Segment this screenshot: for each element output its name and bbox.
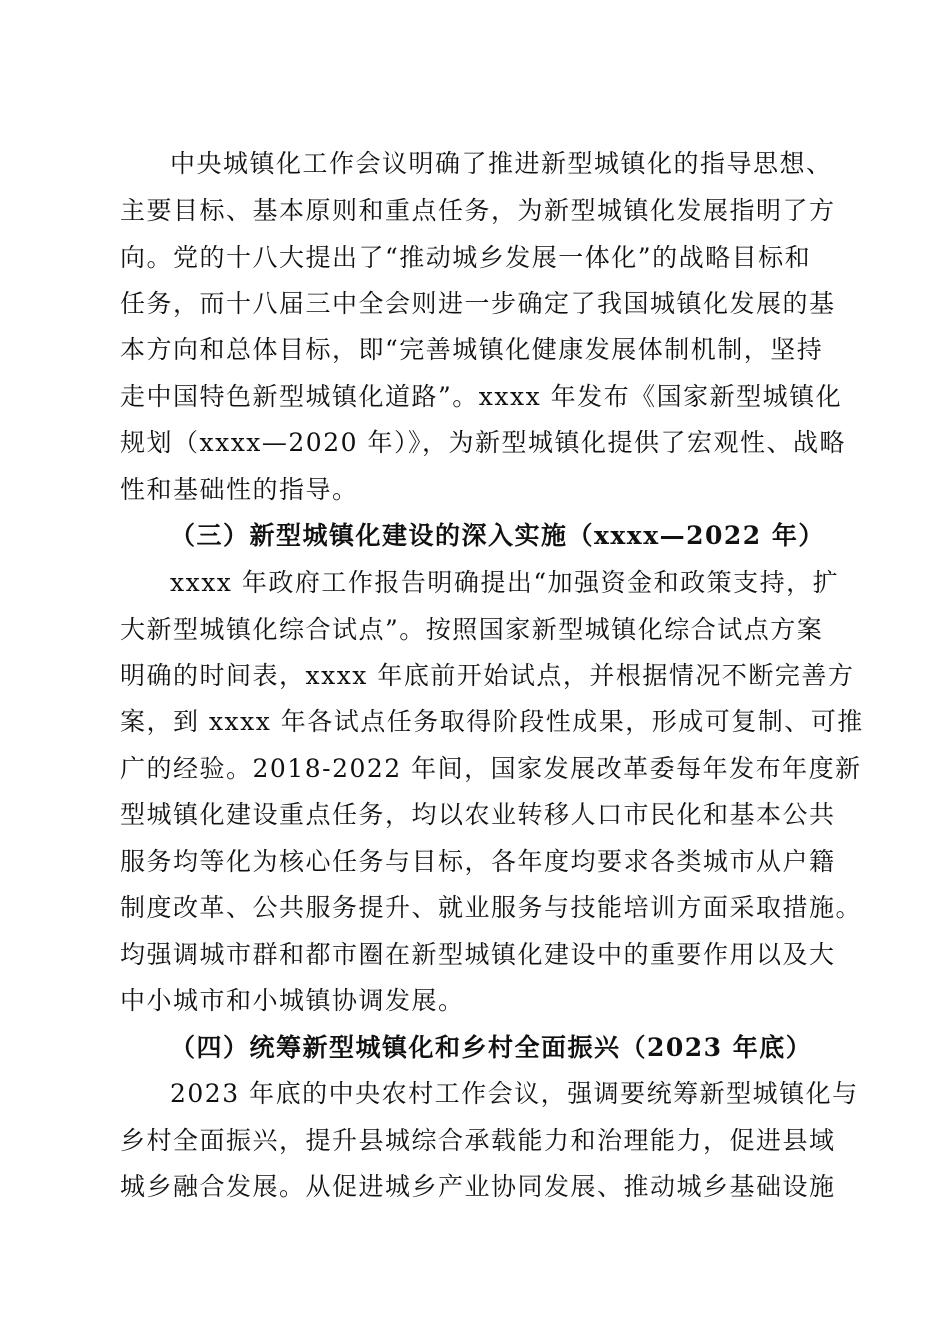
paragraph-line: 城乡融合发展。从促进城乡产业协同发展、推动城乡基础设施 [120,1172,836,1201]
paragraph-line: 走中国特色新型城镇化道路”。xxxx 年发布《国家新型城镇化 [120,382,843,411]
paragraph-line: 乡村全面振兴，提升县城综合承载能力和治理能力，促进县域 [120,1126,836,1155]
paragraph-line: 2023 年底的中央农村工作会议，强调要统筹新型城镇化与 [170,1079,859,1108]
paragraph-line: 大新型城镇化综合试点”。按照国家新型城镇化综合试点方案 [120,615,824,644]
paragraph-line: 均强调城市群和都市圈在新型城镇化建设中的重要作用以及大 [120,940,836,969]
paragraph-line: 本方向和总体目标，即“完善城镇化健康发展体制机制，坚持 [120,335,824,364]
paragraph-line: 制度改革、公共服务提升、就业服务与技能培训方面采取措施。 [120,893,863,922]
paragraph-line: 明确的时间表，xxxx 年底前开始试点，并根据情况不断完善方 [120,661,855,690]
paragraph-line: 广的经验。2018-2022 年间，国家发展改革委每年发布年度新 [120,754,862,783]
paragraph-line: 中小城市和小城镇协调发展。 [120,986,465,1015]
paragraph-line: xxxx 年政府工作报告明确提出“加强资金和政策支持，扩 [170,568,840,597]
paragraph-line: 服务均等化为核心任务与目标，各年度均要求各类城市从户籍 [120,847,836,876]
paragraph-line: 规划（xxxx—2020 年）》，为新型城镇化提供了宏观性、战略 [120,428,846,457]
paragraph-line: 案，到 xxxx 年各试点任务取得阶段性成果，形成可复制、可推 [120,707,864,736]
paragraph-line: 中央城镇化工作会议明确了推进新型城镇化的指导思想、 [170,149,833,178]
paragraph-line: 主要目标、基本原则和重点任务，为新型城镇化发展指明了方 [120,196,836,225]
paragraph-line: 型城镇化建设重点任务，均以农业转移人口市民化和基本公共 [120,800,836,829]
section-heading-3: （三）新型城镇化建设的深入实施（xxxx—2022 年） [170,521,825,550]
paragraph-line: 任务，而十八届三中全会则进一步确定了我国城镇化发展的基 [120,289,836,318]
paragraph-line: 性和基础性的指导。 [120,475,359,504]
paragraph-line: 向。党的十八大提出了“推动城乡发展一体化”的战略目标和 [120,243,812,272]
section-heading-4: （四）统筹新型城镇化和乡村全面振兴（2023 年底） [170,1033,813,1062]
